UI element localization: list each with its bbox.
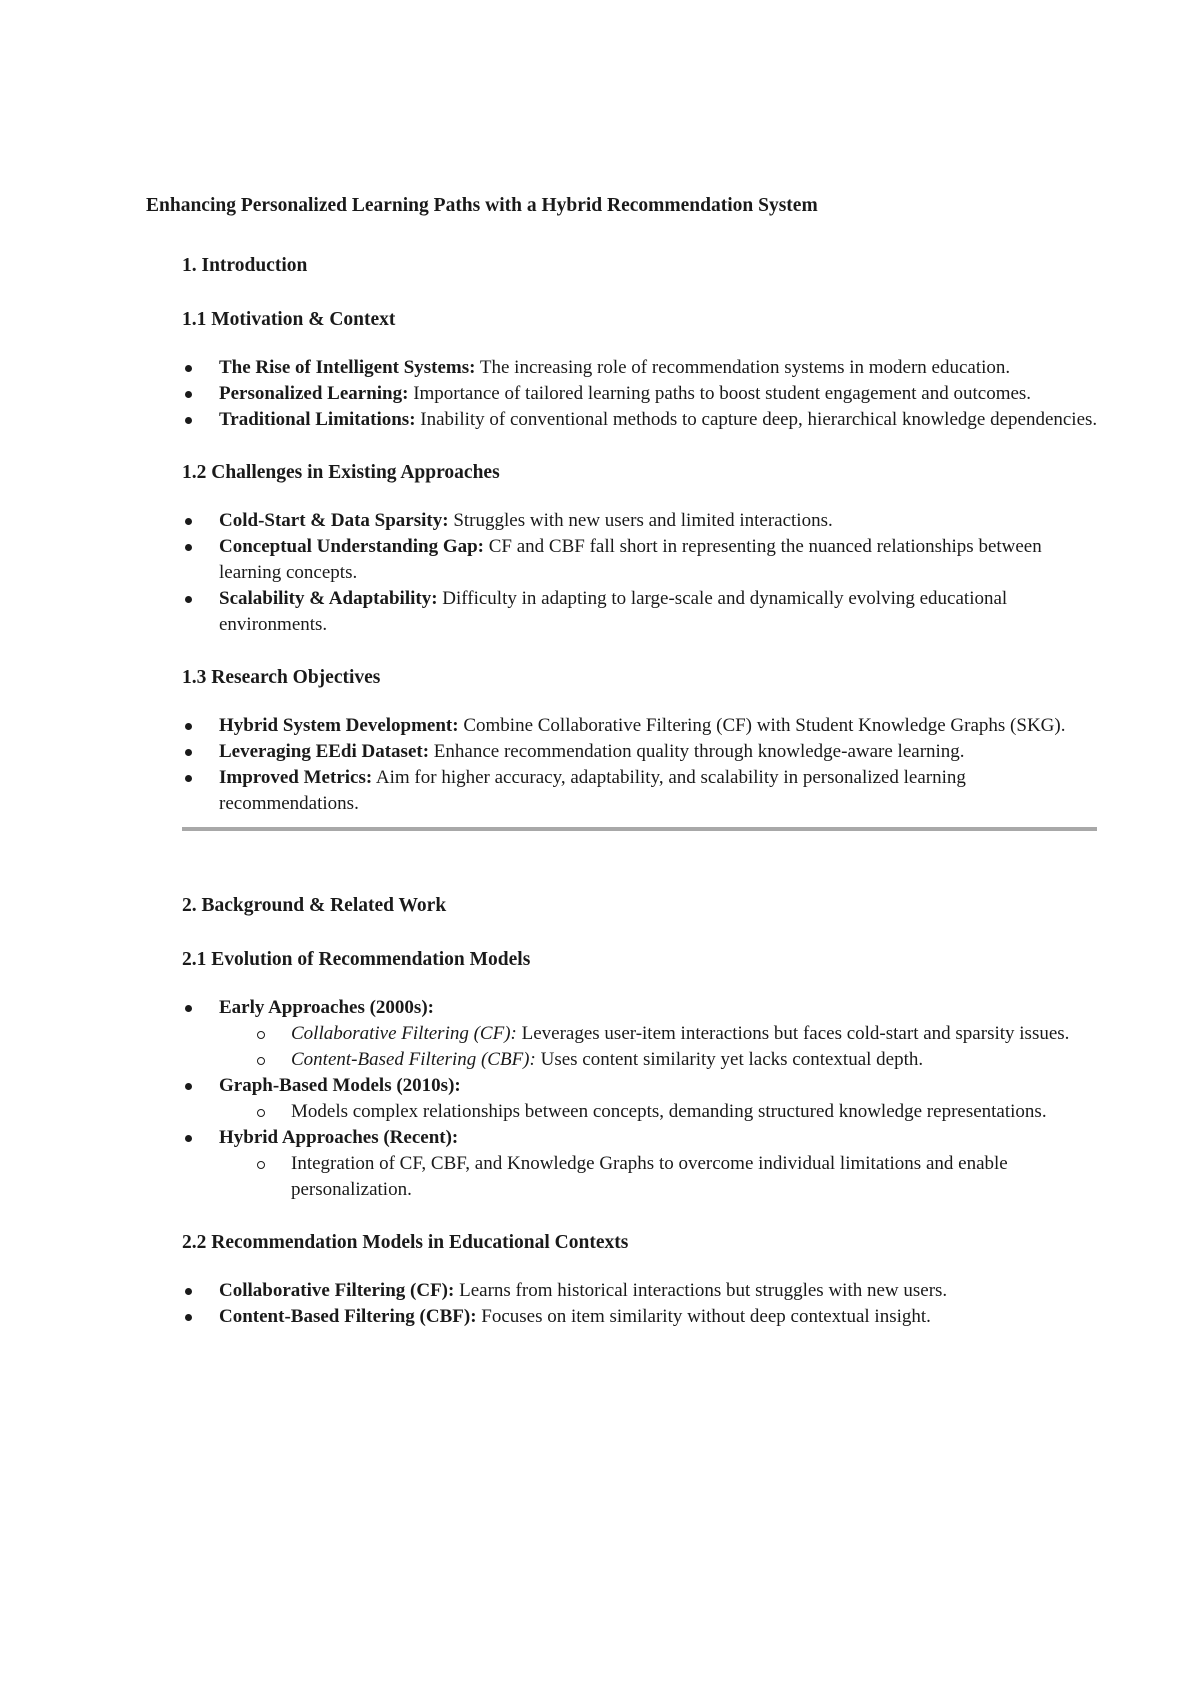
- item-term: Collaborative Filtering (CF):: [219, 1280, 455, 1301]
- subsection-heading-objectives: 1.3 Research Objectives: [182, 667, 381, 688]
- list-item: [182, 508, 1102, 534]
- item-text: Importance of tailored learning paths to boost student engagement and outcomes.: [408, 383, 1032, 404]
- item-term: Content-Based Filtering (CBF):: [291, 1049, 536, 1070]
- document-body: [182, 253, 1102, 1357]
- subsection-heading-evolution: 2.1 Evolution of Recommendation Models: [182, 949, 531, 970]
- list-item: [182, 1304, 1102, 1330]
- item-term: Collaborative Filtering (CF):: [291, 1023, 517, 1044]
- subsection-heading-motivation: 1.1 Motivation & Context: [182, 309, 396, 330]
- list-item: [182, 739, 1102, 765]
- item-term: Leveraging EEdi Dataset:: [219, 741, 430, 762]
- sub-list-item: [291, 1021, 1102, 1047]
- item-text: Models complex relationships between concepts, demanding structured knowledge representations.: [291, 1101, 1047, 1122]
- item-text: CF and CBF fall short in representing the nuanced relationships between learning concepts.: [219, 536, 1042, 583]
- item-term: The Rise of Intelligent Systems:: [219, 357, 476, 378]
- bullet-list-educational-contexts: [182, 1278, 1102, 1330]
- list-item: [182, 586, 1102, 638]
- sub-list-item: [291, 1151, 1102, 1203]
- sub-list: [219, 1099, 1102, 1125]
- item-term: Early Approaches (2000s):: [219, 997, 434, 1018]
- item-text: Integration of CF, CBF, and Knowledge Graphs to overcome individual limitations and enable personalization.: [291, 1153, 1008, 1200]
- section-heading-background: 2. Background & Related Work: [182, 895, 447, 916]
- bullet-list-evolution: [182, 995, 1102, 1203]
- item-term: Content-Based Filtering (CBF):: [219, 1306, 477, 1327]
- item-text: Difficulty in adapting to large-scale and dynamically evolving educational environments.: [219, 588, 1008, 635]
- item-term: Personalized Learning:: [219, 383, 409, 404]
- item-text: Combine Collaborative Filtering (CF) with Student Knowledge Graphs (SKG).: [458, 715, 1066, 736]
- item-term: Scalability & Adaptability:: [219, 588, 438, 609]
- item-text: Aim for higher accuracy, adaptability, and scalability in personalized learning recommendations.: [219, 767, 966, 814]
- item-text: Leverages user-item interactions but faces cold-start and sparsity issues.: [516, 1023, 1070, 1044]
- sub-list-item: [291, 1099, 1102, 1125]
- section-heading-introduction: 1. Introduction: [182, 255, 308, 276]
- item-text: Uses content similarity yet lacks contextual depth.: [535, 1049, 924, 1070]
- list-item: [182, 381, 1102, 407]
- subsection-heading-educational-contexts: 2.2 Recommendation Models in Educational Contexts: [182, 1232, 629, 1253]
- item-text: Enhance recommendation quality through knowledge-aware learning.: [429, 741, 965, 762]
- bullet-list-challenges: [182, 508, 1102, 638]
- item-term: Cold-Start & Data Sparsity:: [219, 510, 449, 531]
- list-item: [182, 1073, 1102, 1125]
- item-text: Learns from historical interactions but struggles with new users.: [454, 1280, 948, 1301]
- sub-list: [219, 1151, 1102, 1203]
- list-item: [182, 765, 1102, 817]
- item-term: Hybrid Approaches (Recent):: [219, 1127, 459, 1148]
- item-term: Graph-Based Models (2010s):: [219, 1075, 461, 1096]
- list-item: [182, 407, 1102, 433]
- item-term: Improved Metrics:: [219, 767, 373, 788]
- list-item: [182, 534, 1102, 586]
- list-item: [182, 1125, 1102, 1203]
- item-text: Struggles with new users and limited interactions.: [448, 510, 833, 531]
- item-text: Focuses on item similarity without deep contextual insight.: [476, 1306, 931, 1327]
- list-item: [182, 1278, 1102, 1304]
- item-text: Inability of conventional methods to capture deep, hierarchical knowledge dependencies.: [415, 409, 1098, 430]
- sub-list-item: [291, 1047, 1102, 1073]
- document-title: Enhancing Personalized Learning Paths with a Hybrid Recommendation System: [146, 195, 818, 216]
- item-term: Traditional Limitations:: [219, 409, 416, 430]
- list-item: [182, 355, 1102, 381]
- item-text: The increasing role of recommendation systems in modern education.: [475, 357, 1011, 378]
- subsection-heading-challenges: 1.2 Challenges in Existing Approaches: [182, 462, 500, 483]
- item-term: Conceptual Understanding Gap:: [219, 536, 484, 557]
- sub-list: [219, 1021, 1102, 1073]
- bullet-list-objectives: [182, 713, 1102, 817]
- item-term: Hybrid System Development:: [219, 715, 459, 736]
- bullet-list-motivation: [182, 355, 1102, 433]
- list-item: [182, 713, 1102, 739]
- list-item: [182, 995, 1102, 1073]
